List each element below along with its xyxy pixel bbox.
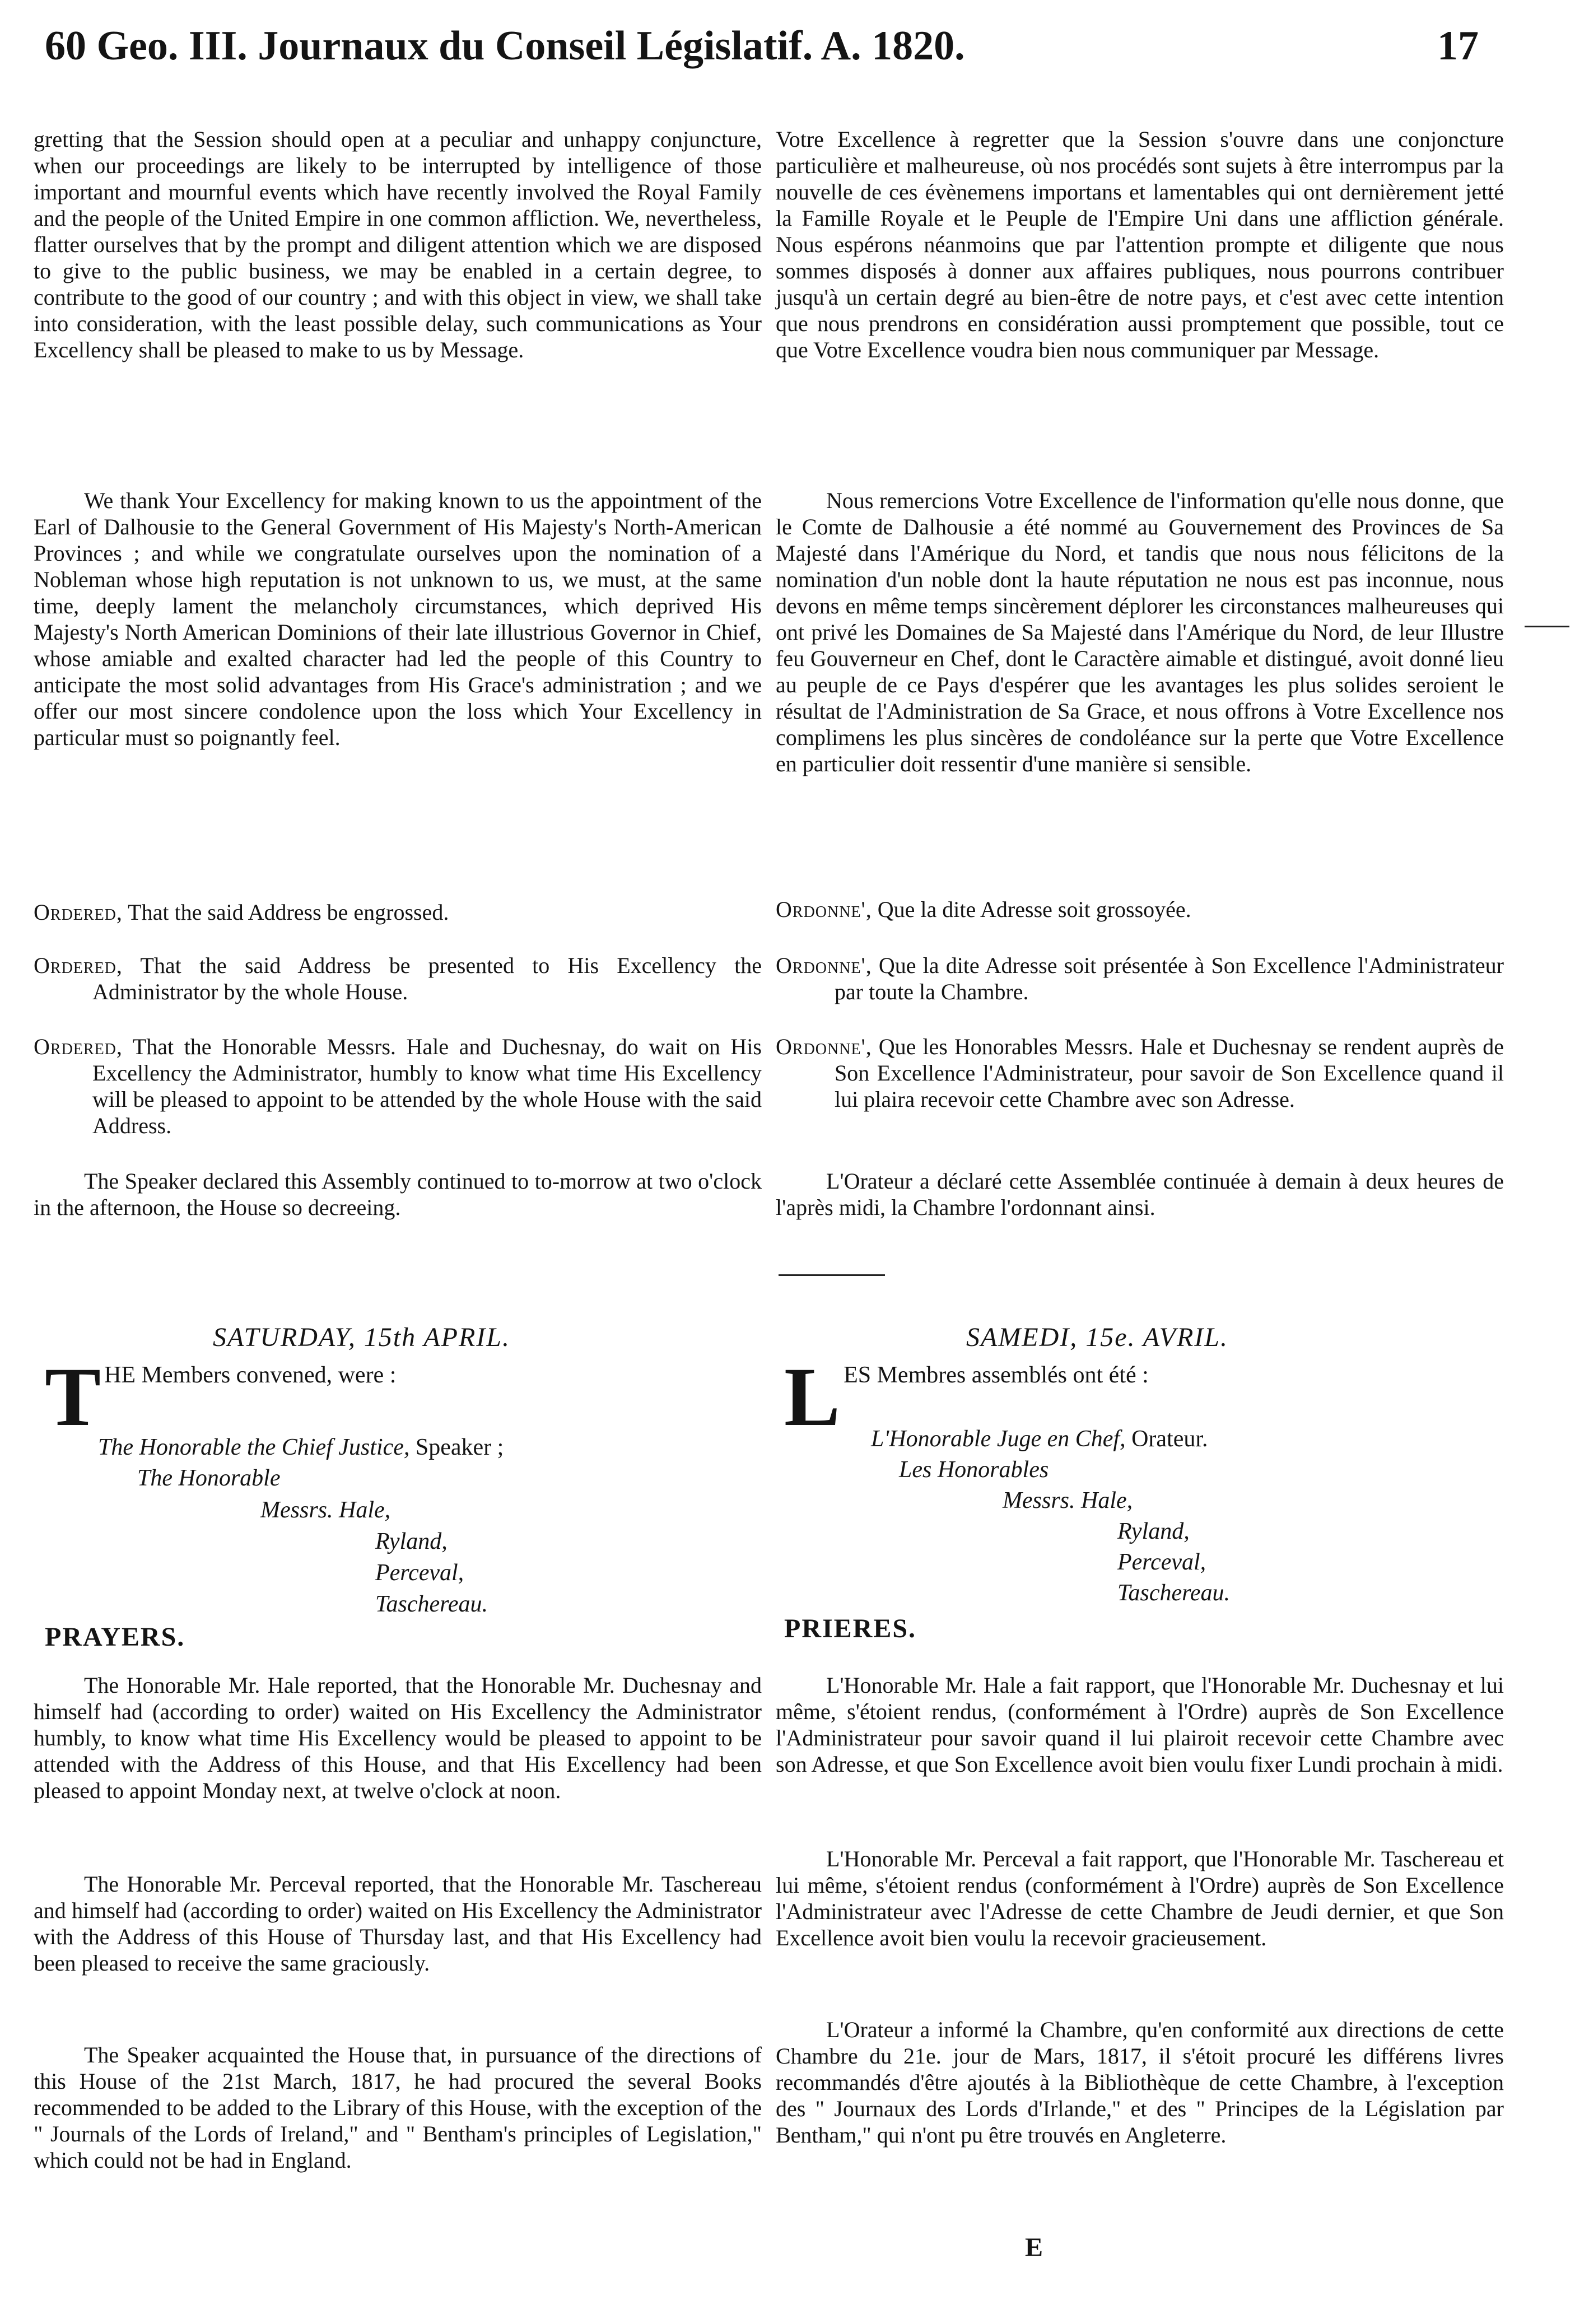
en-convened: THE Members convened, were : bbox=[45, 1350, 397, 1443]
fr-paragraph-1: Votre Excellence à regretter que la Session s'ouvre dans une conjoncture particulière et malheureuse, où nos procédés sont sujets à être interrompus par la nouvelle de ces évènemens importans et lamentables qui ont dernièrement jetté la Famille Royale et le Peuple de l'Empire Uni dans une affliction générale. Nous espérons néanmoins que par l'attention prompte et diligente que nous sommes disposés à donner aux affaires publiques, nous pourrons contribuer jusqu'à un certain degré au bien-être de notre pays, et c'est avec cette intention que nous prendrons en considération aussi promptement que possible, tout ce que Votre Excellence voudra bien nous communiquer par Message. bbox=[776, 127, 1504, 362]
fr-convened: LES Membres assemblés ont été : bbox=[784, 1350, 1149, 1443]
en-order-3: Ordered, That the Honorable Messrs. Hale and Duchesnay, do wait on His Excellency the Administrator, humbly to know what time His Excellency will be pleased to appoint to be attended by the whole House with the said Address. bbox=[34, 1034, 762, 1138]
fr-paragraph-5: L'Honorable Mr. Perceval a fait rapport, que l'Honorable Mr. Taschereau et lui même, s'étoient rendus (conformément à l'Ordre) auprès de Son Excellence l'Administrateur avec l'Adresse de cette Chambre de Jeudi dernier, et que Son Excellence avoit bien voulu la recevoir gracieusement. bbox=[776, 1846, 1504, 1950]
ordered-label: Ordered, bbox=[34, 1034, 123, 1059]
section-rule bbox=[779, 1274, 885, 1276]
en-member-hale: Messrs. Hale, bbox=[260, 1497, 391, 1523]
fr-prayers-heading: PRIERES. bbox=[784, 1614, 917, 1643]
fr-order-3: Ordonne', Que les Honorables Messrs. Hale et Duchesnay se rendent auprès de Son Excellence l'Administrateur, pour savoir de Son Excellence quand il lui plaira recevoir cette Chambre avec son Adresse. bbox=[776, 1034, 1504, 1112]
fr-member-perceval: Perceval, bbox=[1117, 1549, 1206, 1575]
page-header bbox=[45, 22, 1479, 84]
fr-member-label: Les Honorables bbox=[899, 1457, 1049, 1483]
signature-mark: E bbox=[1025, 2233, 1043, 2262]
en-paragraph-6: The Speaker acquainted the House that, in pursuance of the directions of this House of the 21st March, 1817, he had procured the several Books recommended to be added to the Library of this House, with the exception of the " Journals of the Lords of Ireland," and " Bentham's principles of Legislation," which could not be had in England. bbox=[34, 2042, 762, 2173]
fr-paragraph-6: L'Orateur a informé la Chambre, qu'en conformité aux directions de cette Chambre du 21e. jour de Mars, 1817, il s'étoit procuré les différens livres recommandés d'être ajoutés à la Bibliothèque de cette Chambre, à l'exception des " Journaux des Lords d'Irlande," et des " Principes de la Législation par Bentham," qui n'ont pu être trouvés en Angleterre. bbox=[776, 2017, 1504, 2148]
running-title: 60 Geo. III. Journaux du Conseil Législatif. A. 1820. bbox=[45, 23, 965, 69]
en-order-2: Ordered, That the said Address be presented to His Excellency the Administrator by the whole House. bbox=[34, 953, 762, 1004]
en-member-label: The Honorable bbox=[137, 1465, 281, 1491]
en-paragraph-3: The Speaker declared this Assembly continued to to-morrow at two o'clock in the afternoon, the House so decreeing. bbox=[34, 1168, 762, 1220]
fr-date-heading: SAMEDI, 15e. AVRIL. bbox=[966, 1322, 1228, 1352]
ordered-label: Ordered, bbox=[34, 900, 123, 925]
fr-order-2: Ordonne', Que la dite Adresse soit présentée à Son Excellence l'Administrateur par toute la Chambre. bbox=[776, 953, 1504, 1004]
en-date-heading: SATURDAY, 15th APRIL. bbox=[213, 1322, 510, 1352]
drop-cap: T bbox=[45, 1350, 101, 1443]
ordonne-label: Ordonne', bbox=[776, 953, 872, 978]
ordonne-label: Ordonne', bbox=[776, 897, 872, 922]
fr-member-ryland: Ryland, bbox=[1117, 1519, 1190, 1544]
ordonne-label: Ordonne', bbox=[776, 1034, 872, 1059]
fr-member-hale: Messrs. Hale, bbox=[1003, 1488, 1133, 1513]
en-member-perceval: Perceval, bbox=[375, 1560, 464, 1586]
en-paragraph-5: The Honorable Mr. Perceval reported, that the Honorable Mr. Taschereau and himself had (according to order) waited on His Excellency the Administrator with the Address of this House of Thursday last, and that His Excellency had been pleased to receive the same graciously. bbox=[34, 1871, 762, 1976]
fr-paragraph-2: Nous remercions Votre Excellence de l'information qu'elle nous donne, que le Comte de Dalhousie a été nommé au Gouvernement des Provinces de Sa Majesté dans l'Amérique du Nord, et tandis que nous nous félicitons de la nomination d'un noble dont la haute réputation ne nous est pas inconnue, nous devons en même temps sincèrement déplorer les circonstances malheureuses qui ont privé les Domaines de Sa Majesté dans l'Amérique du Nord, de leur Illustre feu Gouverneur en Chef, dont le Caractère aimable et distingué, avoit donné lieu au peuple de ce Pays d'espérer que les avantages les plus solides seroient le résultat de l'Administration de Sa Grace, et nous offrons à Votre Excellence nos complimens les plus sincères de condoléance sur la perte que Votre Excellence en particulier doit ressentir d'une manière si sensible. bbox=[776, 488, 1504, 776]
en-member-ryland: Ryland, bbox=[375, 1529, 448, 1554]
en-paragraph-1: gretting that the Session should open at a peculiar and unhappy conjuncture, when our proceedings are likely to be interrupted by intelligence of those important and mournful events which have recently involved the Royal Family and the people of the United Empire in one common affliction. We, nevertheless, flatter ourselves that by the prompt and diligent attention which we are disposed to give to the public business, we may be enabled in a certain degree, to contribute to the good of our country ; and with this object in view, we shall take into consideration, with the least possible delay, such communications as Your Excellency shall be pleased to make to us by Message. bbox=[34, 127, 762, 362]
fr-member-speaker: L'Honorable Juge en Chef, Orateur. bbox=[871, 1426, 1208, 1452]
margin-mark bbox=[1525, 626, 1569, 627]
en-paragraph-2: We thank Your Excellency for making known to us the appointment of the Earl of Dalhousie to the General Government of His Majesty's North-American Provinces ; and while we congratulate ourselves upon the nomination of a Nobleman whose high reputation is not unknown to us, we must, at the same time, deeply lament the melancholy circumstances, which deprived His Majesty's North American Dominions of their late illustrious Governor in Chief, whose amiable and exalted character had led the people of this Country to anticipate the most solid advantages from His Grace's administration ; and we offer our most sincere condolence upon the loss which Your Excellency in particular must so poignantly feel. bbox=[34, 488, 762, 750]
ordered-label: Ordered, bbox=[34, 953, 123, 978]
en-prayers-heading: PRAYERS. bbox=[45, 1622, 185, 1652]
fr-paragraph-4: L'Honorable Mr. Hale a fait rapport, que l'Honorable Mr. Duchesnay et lui même, s'étoient rendus, (conformément à l'Ordre) auprès de Son Excellence l'Administrateur pour savoir quand il lui plairoit recevoir cette Chambre avec son Adresse, et que Son Excellence avoit bien voulu fixer Lundi prochain à midi. bbox=[776, 1673, 1504, 1777]
en-member-taschereau: Taschereau. bbox=[375, 1591, 488, 1617]
page-number: 17 bbox=[1437, 23, 1479, 69]
en-member-speaker: The Honorable the Chief Justice, Speaker ; bbox=[98, 1435, 504, 1460]
fr-paragraph-3: L'Orateur a déclaré cette Assemblée continuée à demain à deux heures de l'après midi, la Chambre l'ordonnant ainsi. bbox=[776, 1168, 1504, 1220]
en-order-1: Ordered, That the said Address be engrossed. bbox=[34, 900, 449, 925]
fr-member-taschereau: Taschereau. bbox=[1117, 1580, 1231, 1606]
drop-cap: L bbox=[784, 1350, 841, 1443]
en-paragraph-4: The Honorable Mr. Hale reported, that the Honorable Mr. Duchesnay and himself had (according to order) waited on His Excellency the Administrator humbly, to know what time His Excellency would be pleased to appoint to be attended with the Address of this House, and that His Excellency had been pleased to appoint Monday next, at twelve o'clock at noon. bbox=[34, 1673, 762, 1803]
fr-order-1: Ordonne', Que la dite Adresse soit grossoyée. bbox=[776, 897, 1191, 922]
